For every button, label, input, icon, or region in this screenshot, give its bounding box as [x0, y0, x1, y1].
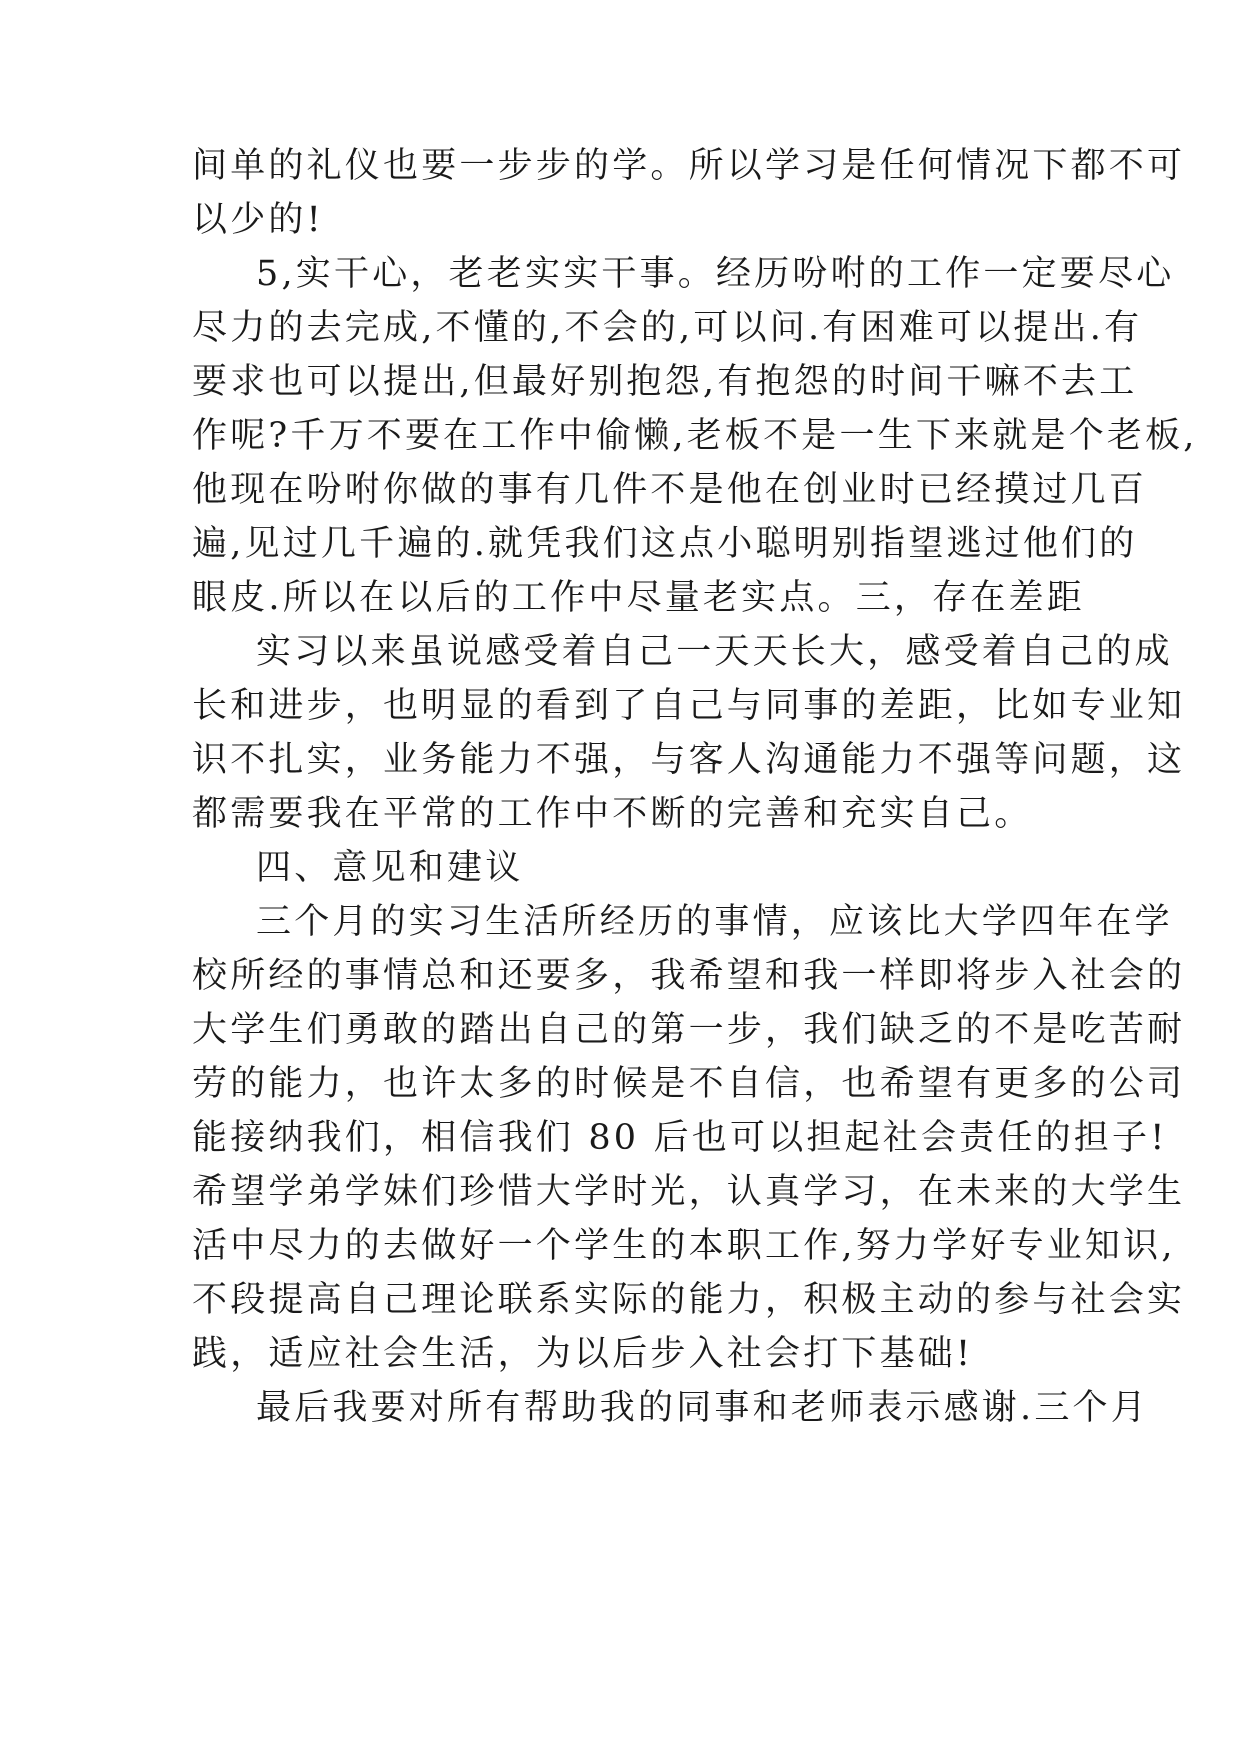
text-line: 校所经的事情总和还要多，我希望和我一样即将步入社会的 [192, 956, 1186, 996]
text-line: 尽力的去完成,不懂的,不会的,可以问.有困难可以提出.有 [192, 308, 1143, 348]
text-line: 眼皮.所以在以后的工作中尽量老实点。三，存在差距 [192, 578, 1085, 618]
paragraph-line: 5,实干心，老老实实干事。经历吩咐的工作一定要尽心 [256, 254, 1175, 294]
text-line: 遍,见过几千遍的.就凭我们这点小聪明别指望逃过他们的 [192, 524, 1138, 564]
text-line: 都需要我在平常的工作中不断的完善和充实自己。 [192, 794, 1033, 834]
text-line: 以少的! [192, 200, 324, 240]
text-line: 间单的礼仪也要一步步的学。所以学习是任何情况下都不可 [192, 146, 1186, 186]
text-line: 不段提高自己理论联系实际的能力，积极主动的参与社会实 [192, 1280, 1186, 1320]
text-line: 作呢?千万不要在工作中偷懒,老板不是一生下来就是个老板, [192, 416, 1198, 456]
text-line: 劳的能力，也许太多的时候是不自信，也希望有更多的公司 [192, 1064, 1186, 1104]
section-heading: 四、意见和建议 [256, 848, 524, 888]
text-line: 大学生们勇敢的踏出自己的第一步，我们缺乏的不是吃苦耐 [192, 1010, 1186, 1050]
text-line: 要求也可以提出,但最好别抱怨,有抱怨的时间干嘛不去工 [192, 362, 1138, 402]
paragraph-line: 三个月的实习生活所经历的事情，应该比大学四年在学 [256, 902, 1173, 942]
text-line: 长和进步，也明显的看到了自己与同事的差距，比如专业知 [192, 686, 1186, 726]
text-line: 识不扎实，业务能力不强，与客人沟通能力不强等问题，这 [192, 740, 1186, 780]
text-line: 活中尽力的去做好一个学生的本职工作,努力学好专业知识, [192, 1226, 1176, 1266]
text-line: 他现在吩咐你做的事有几件不是他在创业时已经摸过几百 [192, 470, 1148, 510]
text-line: 能接纳我们，相信我们 80 后也可以担起社会责任的担子! [192, 1118, 1168, 1158]
text-line: 希望学弟学妹们珍惜大学时光，认真学习，在未来的大学生 [192, 1172, 1186, 1212]
text-line: 践，适应社会生活，为以后步入社会打下基础! [192, 1334, 974, 1374]
paragraph-line: 最后我要对所有帮助我的同事和老师表示感谢.三个月 [256, 1388, 1149, 1428]
paragraph-line: 实习以来虽说感受着自己一天天长大，感受着自己的成 [256, 632, 1173, 672]
